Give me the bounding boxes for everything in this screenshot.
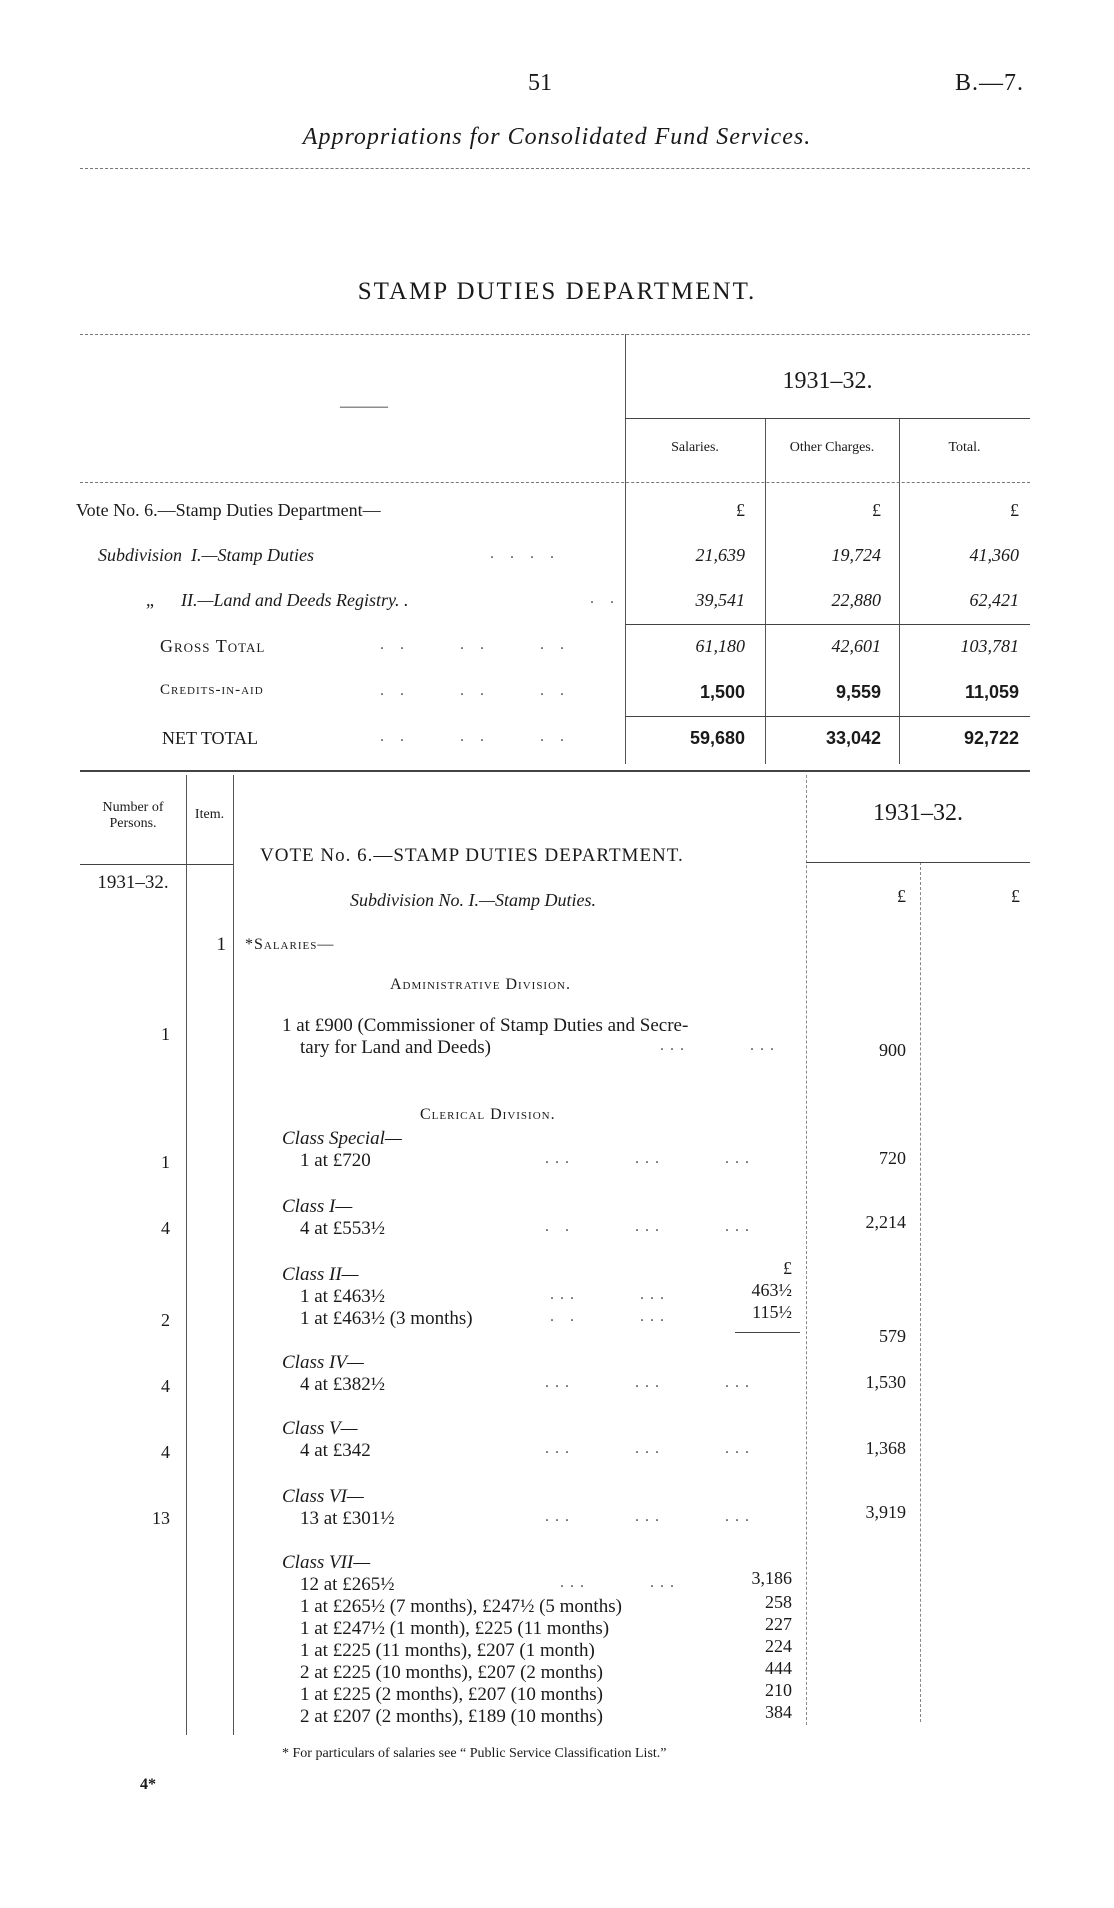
sub-currency: £	[783, 1258, 792, 1278]
credits-other: 9,559	[835, 682, 881, 702]
sub-amount: 384	[765, 1702, 792, 1722]
net-other: 33,042	[825, 728, 881, 748]
vote-line: Vote No. 6.—Stamp Duties Department—	[76, 500, 381, 520]
net-total-label: NET TOTAL	[162, 728, 259, 748]
gross-total: 103,781	[960, 636, 1019, 656]
amount-value: 1,530	[865, 1372, 906, 1392]
summary-bottom-rule	[80, 770, 1030, 772]
persons-value: 13	[152, 1508, 170, 1528]
credits-total: 11,059	[964, 682, 1019, 702]
header-rule	[80, 168, 1030, 169]
other-charges-value: 19,724	[831, 545, 881, 565]
amount-value: 579	[879, 1326, 906, 1346]
sub-amount: 224	[765, 1636, 792, 1656]
salaries-value: 21,639	[695, 545, 745, 565]
commissioner-line-1: 1 at £900 (Commissioner of Stamp Duties and Secre-	[282, 1015, 689, 1036]
persons-value: 4	[161, 1218, 170, 1238]
col-other-charges: Other Charges.	[789, 440, 875, 455]
sub-amount: 444	[765, 1658, 792, 1678]
document-code: B.—7.	[955, 70, 1025, 96]
net-total: 92,722	[963, 728, 1019, 748]
detail-year: 1931–32.	[873, 800, 963, 826]
persons-year: 1931–32.	[97, 872, 169, 893]
other-charges-value: 22,880	[831, 590, 881, 610]
signature-mark: 4*	[140, 1776, 156, 1793]
total-value: 62,421	[969, 590, 1019, 610]
detail-currency-2: £	[1011, 886, 1020, 906]
sub-amount: 210	[765, 1680, 792, 1700]
page-number: 51	[528, 70, 552, 96]
item-number: 1	[216, 934, 226, 955]
gross-salaries: 61,180	[695, 636, 745, 656]
commissioner-line-2: tary for Land and Deeds)	[300, 1037, 491, 1058]
credits-salaries: 1,500	[699, 682, 745, 702]
sub-amount: 258	[765, 1592, 792, 1612]
persons-value: 4	[161, 1442, 170, 1462]
persons-value: 1	[161, 1152, 170, 1172]
persons-value: 4	[161, 1376, 170, 1396]
total-value: 41,360	[969, 545, 1019, 565]
commissioner-amount: 900	[879, 1040, 906, 1060]
gross-total-label: Gross Total	[160, 636, 266, 656]
currency-total: £	[1010, 500, 1019, 520]
currency-salaries: £	[736, 500, 745, 520]
persons-value: 2	[161, 1310, 170, 1330]
credits-in-aid-label: Credits-in-aid	[160, 682, 264, 698]
amount-value: 1,368	[865, 1438, 906, 1458]
running-title: Appropriations for Consolidated Fund Services.	[302, 124, 812, 150]
col-number-of-persons: Number of Persons.	[102, 800, 164, 831]
summary-row-subdivision-1: Subdivision I.—Stamp Duties	[98, 545, 314, 565]
detail-currency-1: £	[897, 886, 906, 906]
sub-amount: 3,186	[751, 1568, 792, 1588]
persons-commissioner: 1	[161, 1024, 170, 1044]
col-total: Total.	[948, 440, 981, 455]
summary-row-subdivision-2: „ II.—Land and Deeds Registry. .	[146, 590, 409, 610]
vote-title: VOTE No. 6.—STAMP DUTIES DEPARTMENT.	[260, 845, 684, 866]
amount-value: 720	[879, 1148, 906, 1168]
salaries-value: 39,541	[695, 590, 745, 610]
clerical-division: Clerical Division.	[420, 1106, 556, 1123]
salaries-heading: *Salaries—	[245, 936, 335, 953]
sub-amount: 463½	[751, 1280, 792, 1300]
summary-top-rule	[80, 334, 1030, 335]
footnote: * For particulars of salaries see “ Public Service Classification List.”	[282, 1746, 667, 1761]
department-title: STAMP DUTIES DEPARTMENT.	[357, 278, 757, 305]
stub-dash: ———	[340, 398, 388, 415]
sub-amount: 227	[765, 1614, 792, 1634]
col-salaries: Salaries.	[671, 440, 719, 455]
sub-amount: 115½	[752, 1302, 792, 1322]
col-item: Item.	[194, 807, 225, 822]
amount-value: 2,214	[865, 1212, 906, 1232]
amount-value: 3,919	[865, 1502, 906, 1522]
subdivision-title: Subdivision No. I.—Stamp Duties.	[350, 890, 596, 910]
net-salaries: 59,680	[689, 728, 745, 748]
currency-other: £	[872, 500, 881, 520]
summary-year: 1931–32.	[782, 368, 873, 394]
administrative-division: Administrative Division.	[390, 976, 571, 993]
gross-other: 42,601	[831, 636, 881, 656]
